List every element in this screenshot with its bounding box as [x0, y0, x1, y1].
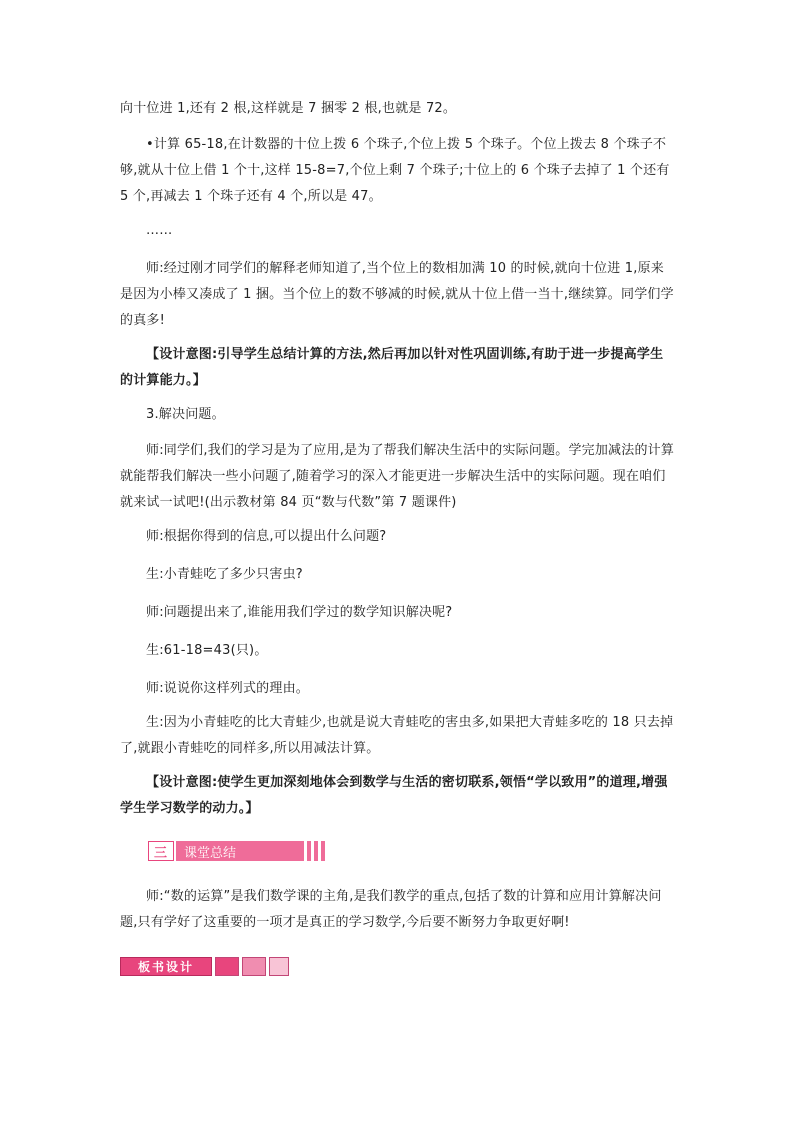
- banner-stripe: [321, 841, 325, 861]
- design-intent-note: 【设计意图:使学生更加深刻地体会到数学与生活的密切联系,领悟“学以致用”的道理,增强学生学习数学的动力。】: [120, 775, 668, 816]
- paragraph: 师:问题提出来了,谁能用我们学过的数学知识解决呢?: [146, 605, 453, 620]
- decor-square: [215, 957, 239, 976]
- paragraph: •计算 65-18,在计数器的十位上拨 6 个珠子,个位上拨 5 个珠子。个位上拨去 8 个珠子不够,就从十位上借 1 个十,这样 15-8=7,个位上剩 7 个珠子;十位上的 6 个珠子去掉了 1 个还有 5 个,再减去 1 个珠子还有 4 个,所以是 47。: [120, 137, 670, 204]
- section-banner: [148, 841, 334, 861]
- board-design-title: 板书设计: [120, 957, 212, 976]
- banner-stripe: [307, 841, 311, 861]
- paragraph: 生:小青蛙吃了多少只害虫?: [146, 567, 303, 582]
- paragraph: 生:61-18=43(只)。: [146, 643, 268, 658]
- paragraph: 师:同学们,我们的学习是为了应用,是为了帮我们解决生活中的实际问题。学完加减法的计算就能帮我们解决一些小问题了,随着学习的深入才能更进一步解决生活中的实际问题。现在咱们就来试一试吧!(出示教材第 84 页“数与代数”第 7 题课件): [120, 443, 675, 510]
- paragraph: 向十位进 1,还有 2 根,这样就是 7 捆零 2 根,也就是 72。: [120, 101, 457, 116]
- section-number-box: [148, 841, 174, 861]
- ellipsis: ……: [146, 223, 173, 238]
- paragraph: 师:“数的运算”是我们数学课的主角,是我们教学的重点,包括了数的计算和应用计算解决问题,只有学好了这重要的一项才是真正的学习数学,今后要不断努力争取更好啊!: [120, 889, 662, 930]
- board-design-banner: [120, 957, 289, 976]
- paragraph: 师:说说你这样列式的理由。: [146, 681, 309, 696]
- paragraph: 师:根据你得到的信息,可以提出什么问题?: [146, 529, 387, 544]
- section-title: 课堂总结: [176, 841, 304, 861]
- paragraph: 生:因为小青蛙吃的比大青蛙少,也就是说大青蛙吃的害虫多,如果把大青蛙多吃的 18 只去掉了,就跟小青蛙吃的同样多,所以用减法计算。: [120, 715, 674, 756]
- section-number: 三: [153, 845, 168, 861]
- decor-square: [269, 957, 289, 976]
- section-heading: 3.解决问题。: [146, 407, 225, 422]
- design-intent-note: 【设计意图:引导学生总结计算的方法,然后再加以针对性巩固训练,有助于进一步提高学生的计算能力。】: [120, 347, 664, 388]
- paragraph: 师:经过刚才同学们的解释老师知道了,当个位上的数相加满 10 的时候,就向十位进 1,原来是因为小棒又凑成了 1 捆。当个位上的数不够减的时候,就从十位上借一当十,继续算。同学们学的真多!: [120, 261, 674, 328]
- banner-stripe: [314, 841, 318, 861]
- decor-square: [242, 957, 266, 976]
